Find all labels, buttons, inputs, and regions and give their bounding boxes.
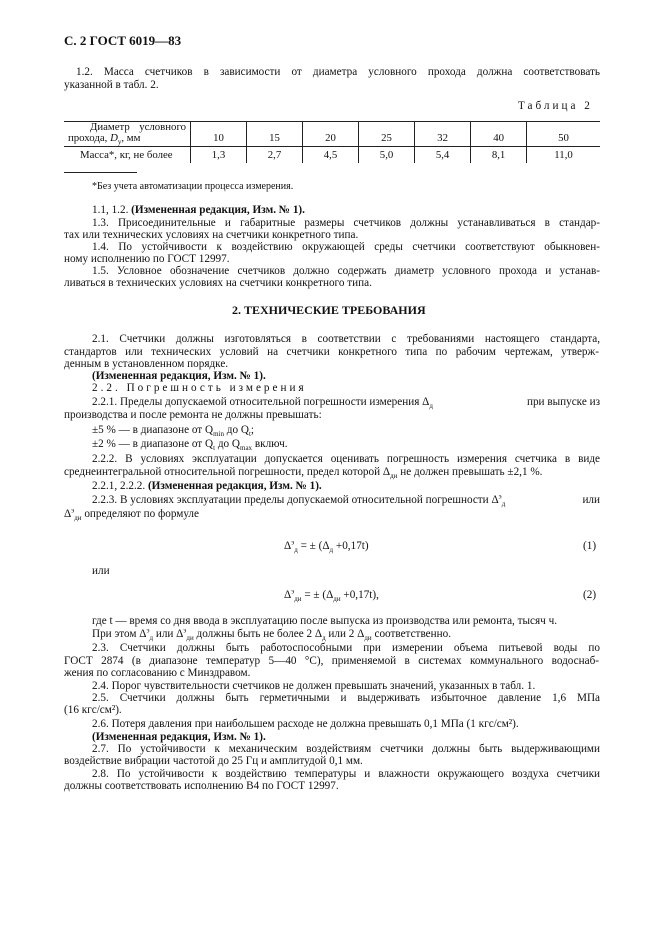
paragraph-2-2-2-line1: 2.2.2. В условиях эксплуатации допускается оценивать погрешность измерения счетчика в виде (92, 453, 600, 465)
diameter-cell: 10 (191, 122, 247, 147)
diameter-cell: 32 (415, 122, 471, 147)
subsection-2-2: 2.2. Погрешность измерения (92, 382, 307, 394)
paragraph-2-3-line1: 2.3. Счетчики должны быть работоспособными при измерении объема питьевой воды по (92, 642, 600, 654)
mass-cell: 4,5 (303, 147, 359, 164)
mass-cell: 2,7 (247, 147, 303, 164)
paragraph-2-2-2-line2: среднеинтегральной относительной погрешности, предел которой $\Delta_{ди}$ не должен превышать ±2,1 %. (64, 466, 543, 481)
paragraph-2-4: 2.4. Порог чувствительности счетчиков не должен превышать значений, указанных в табл. 1. (92, 680, 536, 692)
amendment-note-4: (Измененная редакция, Изм. № 1). (92, 731, 266, 743)
paragraph-2-8-line2: должны соответствовать исполнению В4 по ГОСТ 12997. (64, 780, 339, 792)
mass-cell: 5,0 (359, 147, 415, 164)
mass-cell: 5,4 (415, 147, 471, 164)
paragraph-1-4-line2: ному исполнению по ГОСТ 12997. (64, 253, 230, 265)
table-row-label: Масса*, кг, не более (80, 149, 173, 161)
paragraph-2-5-line1: 2.5. Счетчики должны быть герметичными и выдерживать избыточное давление 1,6 МПа (92, 692, 600, 704)
paragraph-2-2-1-line2: производства и после ремонта не должны превышать: (64, 409, 322, 421)
paragraph-2-2-1-line1: 2.2.1. Пределы допускаемой относительной погрешности измерения $\Delta_д$ при выпуске из (92, 396, 600, 411)
paragraph-2-8-line1: 2.8. По устойчивости к воздействию температуры и влажности окружающего воздуха счетчики (92, 768, 600, 780)
amendment-note-3: 2.2.1, 2.2.2. (Измененная редакция, Изм. № 1). (92, 480, 322, 492)
paragraph-1-3-line2: тах или технических условиях на счетчики конкретного типа. (64, 229, 359, 241)
amendment-note-1: 1.1, 1.2. (Измененная редакция, Изм. № 1). (92, 204, 305, 216)
paragraph-2-1-line1: 2.1. Счетчики должны изготовляться в соответствии с требованиями настоящего стандарта, (92, 333, 600, 345)
diameter-cell: 50 (527, 122, 600, 147)
diameter-cell: 15 (247, 122, 303, 147)
paragraph-1-5-line1: 1.5. Условное обозначение счетчиков должно содержать диаметр условного прохода и устанав- (92, 265, 600, 277)
paragraph-2-2-3-line2: $\Delta^э_{ди}$ определяют по формуле (64, 506, 199, 523)
footnote: *Без учета автоматизации процесса измерения. (92, 181, 294, 192)
where-line2: При этом $\Delta^э_д$ или $\Delta^э_{ди}$ должны быть не более 2 $\Delta_д$ или 2 $\Delta_{ди}$ соответственно. (92, 626, 451, 643)
paragraph-2-1-line2: стандартов или технических условий на счетчики конкретного типа по рабочим чертежам, утверж- (64, 346, 599, 358)
paragraph-2-2-3-line1: 2.2.3. В условиях эксплуатации пределы допускаемой относительной погрешности $\Delta^э_д$ или (92, 492, 600, 509)
amendment-note-2: (Измененная редакция, Изм. № 1). (92, 370, 266, 382)
mass-table (64, 121, 600, 163)
paragraph-2-7-line1: 2.7. По устойчивости к механическим воздействиям счетчики должны быть выдерживающими (92, 743, 600, 755)
diameter-cell: 40 (471, 122, 527, 147)
paragraph-2-5-line2: (16 кгс/см²). (64, 704, 122, 716)
mass-cell: 11,0 (527, 147, 600, 164)
paragraph-2-3-line2: ГОСТ 2874 (в диапазоне температур 5—40 °С), применяемой в системах коммунального водоснаб- (64, 655, 599, 667)
table-header-label: Диаметр условного прохода, $D_у$, мм (64, 122, 191, 147)
paragraph-1-2-line1: 1.2. Масса счетчиков в зависимости от диаметра условного прохода должна соответствовать (76, 66, 600, 78)
limit-2-percent: ±2 % — в диапазоне от $Q_t$ до $Q_{max}$ включ. (92, 438, 288, 453)
paragraph-1-3-line1: 1.3. Присоединительные и габаритные размеры счетчиков должны устанавливаться в стандар- (92, 217, 600, 229)
mass-cell: 1,3 (191, 147, 247, 164)
formula-2-number: (2) (583, 589, 597, 601)
table-mass-row (64, 147, 600, 164)
or-word: или (92, 565, 110, 577)
formula-1-number: (1) (583, 540, 597, 552)
diameter-cell: 25 (359, 122, 415, 147)
table-header-row (64, 122, 600, 147)
paragraph-1-4-line1: 1.4. По устойчивости к воздействию окружающей среды счетчики соответствуют обыкновен- (92, 241, 600, 253)
paragraph-2-1-line3: денным в установленном порядке. (64, 358, 229, 370)
diameter-cell: 20 (303, 122, 359, 147)
paragraph-1-2-line2: указанной в табл. 2. (64, 79, 159, 91)
paragraph-2-3-line3: жения по согласованию с Минздравом. (64, 667, 251, 679)
formula-1: $\Delta^э_д$ = ± $(\Delta_д +0,17t)$ (284, 538, 369, 555)
section-title: 2. ТЕХНИЧЕСКИЕ ТРЕБОВАНИЯ (232, 303, 426, 317)
page-header: С. 2 ГОСТ 6019—83 (64, 33, 182, 48)
paragraph-2-7-line2: воздействие вибрации частотой до 25 Гц и амплитудой 0,1 мм. (64, 755, 363, 767)
mass-cell: 8,1 (471, 147, 527, 164)
paragraph-1-5-line2: ливаться в технических условиях на счетчики конкретного типа. (64, 277, 372, 289)
formula-2: $\Delta^э_{ди}$ = ± $(\Delta_{ди} +0,17t)$, (284, 587, 379, 604)
footnote-separator (64, 172, 137, 173)
table-caption: Таблица 2 (518, 100, 593, 112)
paragraph-2-6: 2.6. Потеря давления при наибольшем расходе не должна превышать 0,1 МПа (1 кгс/см²). (92, 718, 519, 730)
limit-5-percent: ±5 % — в диапазоне от $Q_{min}$ до $Q_t$; (92, 424, 254, 439)
where-line1: где t — время со дня ввода в эксплуатацию после выпуска из производства или ремонта, тысяч ч. (92, 615, 558, 627)
